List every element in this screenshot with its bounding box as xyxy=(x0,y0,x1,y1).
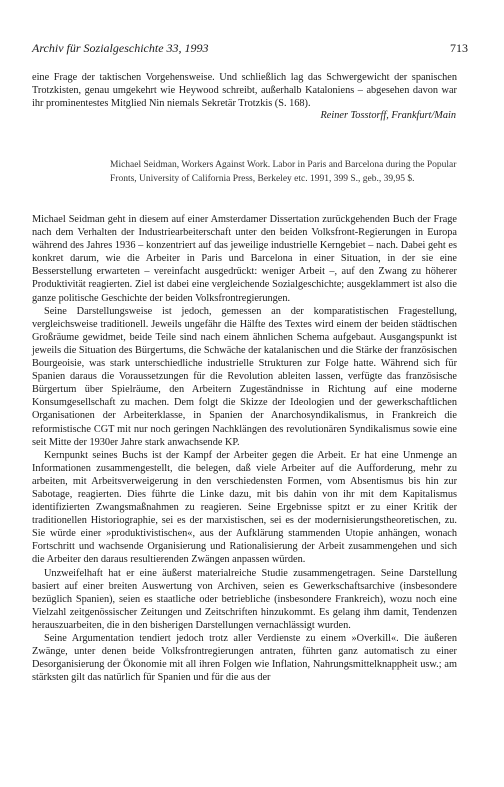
review-paragraph-3: Kernpunkt seines Buchs ist der Kampf der Arbeiter gegen die Arbeit. Er hat eine Unmenge an Informationen zusammengestellt, die belegen, daß viele Arbeiter auf die Aufforderung, mehr zu arbeiten, mit Arbeitsverweigerung in den verschiedensten Formen, vom Absentismus bis hin zur Sabotage, reagierten. Dies führte die Linke dazu, mit bis dahin von ihr mit dem Kapitalismus identifizierten Zwangsmaßnahmen zu reagieren. Seine Ergebnisse spitzt er zu einer Kritik der traditionellen Historiographie, sei es der marxistischen, sei es der modernisierungstheoretischen, zu. Sie würde einer »produktivistischen«, aus der Aufklärung stammenden Utopie anhängen, wonach Fortschritt und wachsende Organisierung und Rationalisierung der Arbeit zusammengehen und sich die Arbeiter den daraus resultierenden Zwängen anpassen würden. xyxy=(32,449,457,566)
review-paragraph-2: Seine Darstellungsweise ist jedoch, gemessen an der komparatistischen Fragestellung, vergleichsweise traditionell. Jeweils ungefähr die Hälfte des Textes wird einem der beiden städtischen Großräume gewidmet, beide Teile sind nach einem ähnlichen Schema aufgebaut. Ausgangspunkt ist jeweils die Situation des Bürgertums, die Schwäche der katalanischen und die Stärke der französischen Bourgeoisie, was stark unterschiedliche industrielle Strukturen zur Folge hatte. Während sich für Spanien daraus die Voraussetzungen für die Revolution ableiten lassen, verfügte das französische Bürgertum über Spielräume, den Arbeitern Zugeständnisse in Richtung auf eine moderne Konsumgesellschaft zu machen. Dem folgt die Skizze der Ideologien und der gewerkschaftlichen Organisationen der Arbeiterklasse, in Spanien der Anarchosyndikalismus, in Frankreich die reformistische CGT mit nur noch geringen Nachklängen des revolutionären Syndikalismus sowie eine seit Mitte der 1930er Jahre stark anwachsende KP. xyxy=(32,305,457,448)
journal-title: Archiv für Sozialgeschichte 33, 1993 xyxy=(32,41,209,55)
previous-review-text xyxy=(32,71,457,110)
review-body xyxy=(32,213,457,684)
review-paragraph-4: Unzweifelhaft hat er eine äußerst materialreiche Studie zusammengetragen. Seine Darstellung basiert auf einer breiten Auswertung von Archiven, seien es Gewerkschaftsarchive (insbesondere bezüglich Spanien), seien es staatliche oder betriebliche (insbesondere Frankreich), wozu noch eine Vielzahl zeitgenössischer Zeitungen und Zeitschriften hinzukommt. Es gelang ihm damit, Tendenzen herauszuarbeiten, die in den bisherigen Darstellungen vernachlässigt wurden. xyxy=(32,567,457,631)
review-paragraph-1: Michael Seidman geht in diesem auf einer Amsterdamer Dissertation zurückgehenden Buch der Frage nach dem Verhalten der Industriearbeiterschaft unter den beiden Volksfront-Regierungen in Europa während des Jahres 1936 – konzentriert auf das jeweilige industrielle Kerngebiet – nach. Dabei geht es konkret darum, wie die Arbeiter in Paris und Barcelona in einer Situation, in der sie eine Besserstellung erwarteten – vereinfacht ausgedrückt: weniger Arbeit –, auf den Zwang zu höherer Produktivität reagierten. Ziel ist dabei eine vergleichende Sozialgeschichte; ausgeklammert ist also die ganze politische Geschichte der beiden Volksfrontregierungen. xyxy=(32,214,457,304)
page-number: 713 xyxy=(450,41,468,55)
running-header xyxy=(32,41,472,57)
review-paragraph-5: Seine Argumentation tendiert jedoch trotz aller Verdienste zu einem »Overkill«. Die äußeren Zwänge, unter denen beide Volksfrontregierungen antraten, führten ganz automatisch zu einer Desorganisierung der Ökonomie mit all ihren Folgen wie Inflation, Nahrungsmittelknappheit usw.; am stärksten gilt das natürlich für Spanien und für die aus der xyxy=(32,633,457,684)
review-bibliographic-header: Michael Seidman, Workers Against Work. Labor in Paris and Barcelona during the Popular Fronts, University of California Press, Berkeley etc. 1991, 399 S., geb., 39,95 $. xyxy=(110,160,457,184)
previous-review-paragraph: eine Frage der taktischen Vorgehensweise. Und schließlich lag das Schwergewicht der spanischen Trotzkisten, genau umgekehrt wie Heywood schreibt, außerhalb Kataloniens – abgesehen davon war ihr prominentestes Mitglied Nin niemals Sekretär Trotzkis (S. 168). xyxy=(32,72,457,110)
reviewer-signature: Reiner Tosstorff, Frankfurt/Main xyxy=(320,110,456,121)
